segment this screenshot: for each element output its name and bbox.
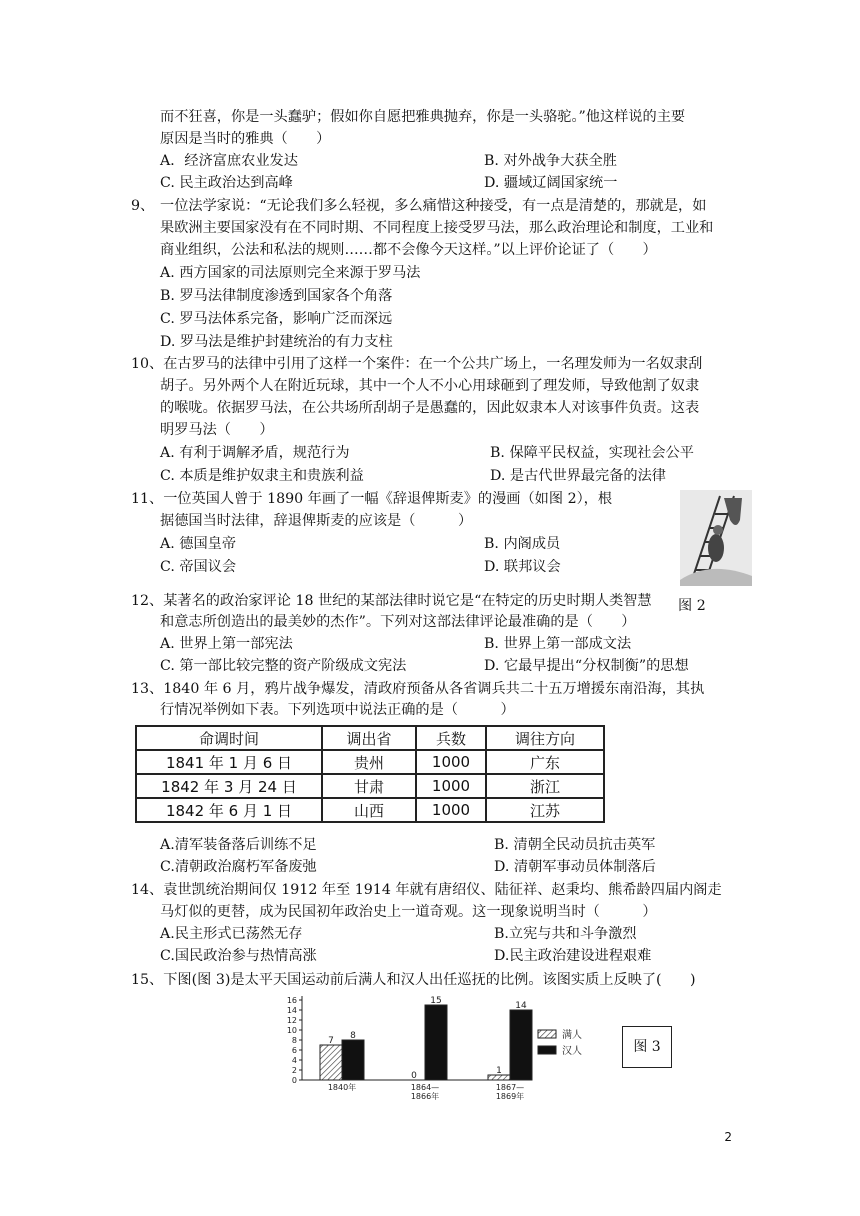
figure-3-caption: 图 3 xyxy=(622,1026,672,1068)
q14-option-b: B.立宪与共和斗争激烈 xyxy=(494,926,637,942)
bar-data-label: 8 xyxy=(350,1031,356,1041)
q11-stem-line: 11、一位英国人曾于 1890 年画了一幅《辞退俾斯麦》的漫画（如图 2），根 xyxy=(131,491,613,507)
table-cell: 1000 xyxy=(416,750,486,774)
q9-stem-line: 商业组织，公法和私法的规则……都不会像今天这样。”以上评价论证了（ ） xyxy=(160,242,657,258)
q10-stem-line: 胡子。另外两个人在附近玩球，其中一个人不小心用球砸到了理发师，导致他割了奴隶 xyxy=(160,378,700,394)
legend-label: 满人 xyxy=(562,1030,582,1041)
table-cell: 江苏 xyxy=(486,798,604,822)
q9-stem-line: 果欧洲主要国家没有在不同时期、不同程度上接受罗马法，那么政治理论和制度，工业和 xyxy=(160,220,714,236)
q15-stem-line: 15、下图(图 3)是太平天国运动前后满人和汉人出任巡抚的比例。该图实质上反映了( ) xyxy=(131,972,696,988)
y-tick-label: 6 xyxy=(291,1046,297,1055)
q8-stem-line: 而不狂喜，你是一头蠢驴；假如你自愿把雅典抛弃，你是一头骆驼。”他这样说的主要 xyxy=(160,109,686,125)
y-tick-label: 10 xyxy=(286,1026,297,1035)
figure-2-caption: 图 2 xyxy=(678,598,706,614)
bar-man xyxy=(320,1045,342,1080)
legend-swatch xyxy=(538,1046,556,1054)
q9-stem-line: 一位法学家说：“无论我们多么轻视，多么痛惜这种接受，有一点是清楚的，那就是，如 xyxy=(160,198,707,214)
table-row xyxy=(136,750,604,774)
q13-option-b: B. 清朝全民动员抗击英军 xyxy=(494,837,656,853)
bar-han xyxy=(342,1040,364,1080)
bar-data-label: 7 xyxy=(328,1036,334,1046)
bar-data-label: 1 xyxy=(496,1066,502,1076)
table-header-row xyxy=(136,726,604,750)
q8-stem-line: 原因是当时的雅典（ ） xyxy=(160,131,331,147)
y-tick-label: 12 xyxy=(286,1016,297,1025)
q13-option-c: C.清朝政治腐朽军备废弛 xyxy=(160,859,317,875)
q10-option-a: A. 有利于调解矛盾，规范行为 xyxy=(160,445,350,461)
table-header-cell: 命调时间 xyxy=(136,726,322,750)
q12-stem-line: 和意志所创造出的最美妙的杰作”。下列对这部法律评论最准确的是（ ） xyxy=(160,614,636,630)
q8-option-d: D. 疆域辽阔国家统一 xyxy=(484,175,618,191)
q13-stem-line: 行情况举例如下表。下列选项中说法正确的是（ ） xyxy=(160,702,515,718)
q13-table xyxy=(135,725,605,823)
bar-han xyxy=(425,1005,447,1080)
q8-option-b: B. 对外战争大获全胜 xyxy=(484,153,617,169)
q14-option-d: D.民主政治建设进程艰难 xyxy=(494,948,652,964)
x-tick-label: 1864— xyxy=(410,1083,440,1092)
bismarck-cartoon-figure xyxy=(680,490,752,586)
table-cell: 1841 年 1 月 6 日 xyxy=(136,750,322,774)
table-cell: 浙江 xyxy=(486,774,604,798)
q10-option-d: D. 是古代世界最完备的法律 xyxy=(490,468,666,484)
y-tick-label: 16 xyxy=(286,996,297,1005)
q14-option-c: C.国民政治参与热情高涨 xyxy=(160,948,317,964)
table-cell: 1000 xyxy=(416,774,486,798)
q10-option-b: B. 保障平民权益，实现社会公平 xyxy=(490,445,694,461)
q10-stem-line: 10、在古罗马的法律中引用了这样一个案件：在一个公共广场上，一名理发师为一名奴隶刮 xyxy=(131,356,703,372)
q12-option-c: C. 第一部比较完整的资产阶级成文宪法 xyxy=(160,658,407,674)
q14-stem-line: 马灯似的更替，成为民国初年政治史上一道奇观。这一现象说明当时（ ） xyxy=(160,904,657,920)
y-tick-label: 4 xyxy=(291,1056,297,1065)
q14-stem-line: 14、袁世凯统治期间仅 1912 年至 1914 年就有唐绍仪、陆征祥、赵秉均、熊希龄四届内阁走 xyxy=(131,882,722,898)
q14-option-a: A.民主形式已荡然无存 xyxy=(160,926,303,942)
bar-han xyxy=(510,1010,532,1080)
q12-option-d: D. 它最早提出“分权制衡”的思想 xyxy=(484,658,689,674)
q11-option-a: A. 德国皇帝 xyxy=(160,536,237,552)
q13-option-a: A.清军装备落后训练不足 xyxy=(160,837,317,853)
q9-number: 9、 xyxy=(131,198,155,214)
x-tick-label: 1867— xyxy=(495,1083,525,1092)
bar-data-label: 15 xyxy=(430,996,442,1006)
x-tick-label: 1869年 xyxy=(495,1092,525,1101)
table-cell: 1842 年 6 月 1 日 xyxy=(136,798,322,822)
x-tick-label: 1840年 xyxy=(327,1083,357,1092)
table-header-cell: 兵数 xyxy=(416,726,486,750)
q11-stem-line: 据德国当时法律，辞退俾斯麦的应该是（ ） xyxy=(160,513,473,529)
q12-stem-line: 12、某著名的政治家评论 18 世纪的某部法律时说它是“在特定的历史时期人类智慧 xyxy=(131,593,652,609)
q13-option-d: D. 清朝军事动员体制落后 xyxy=(494,859,656,875)
legend-swatch xyxy=(538,1030,556,1038)
table-cell: 山西 xyxy=(322,798,416,822)
table-cell: 1000 xyxy=(416,798,486,822)
y-tick-label: 2 xyxy=(291,1066,297,1075)
q13-stem-line: 13、1840 年 6 月，鸦片战争爆发，清政府预备从各省调兵共二十五万增援东南沿海，其执 xyxy=(131,681,705,697)
figure-3-bar-chart xyxy=(270,990,620,1102)
x-tick-label: 1866年 xyxy=(410,1092,440,1101)
q9-option-a: A. 西方国家的司法原则完全来源于罗马法 xyxy=(160,265,421,281)
q10-option-c: C. 本质是维护奴隶主和贵族利益 xyxy=(160,468,364,484)
y-tick-label: 8 xyxy=(291,1036,297,1045)
table-cell: 广东 xyxy=(486,750,604,774)
table-cell: 1842 年 3 月 24 日 xyxy=(136,774,322,798)
q10-stem-line: 的喉咙。依据罗马法，在公共场所刮胡子是愚蠢的，因此奴隶本人对该事件负责。这表 xyxy=(160,400,700,416)
table-header-cell: 调往方向 xyxy=(486,726,604,750)
q8-option-c: C. 民主政治达到高峰 xyxy=(160,175,293,191)
q12-option-b: B. 世界上第一部成文法 xyxy=(484,636,632,652)
table-row xyxy=(136,774,604,798)
bar-data-label: 14 xyxy=(515,1001,527,1011)
table-header-cell: 调出省 xyxy=(322,726,416,750)
q10-stem-line: 明罗马法（ ） xyxy=(160,422,274,438)
q11-option-c: C. 帝国议会 xyxy=(160,559,237,575)
q9-option-d: D. 罗马法是维护封建统治的有力支柱 xyxy=(160,334,393,350)
table-row xyxy=(136,798,604,822)
q8-option-a: A．经济富庶农业发达 xyxy=(160,153,298,169)
q11-option-b: B. 内阁成员 xyxy=(484,536,561,552)
y-tick-label: 0 xyxy=(291,1076,297,1085)
table-cell: 甘肃 xyxy=(322,774,416,798)
q12-option-a: A. 世界上第一部宪法 xyxy=(160,636,293,652)
table-cell: 贵州 xyxy=(322,750,416,774)
q9-option-c: C. 罗马法体系完备，影响广泛而深远 xyxy=(160,311,393,327)
bar-data-label: 0 xyxy=(411,1071,417,1081)
q9-option-b: B. 罗马法律制度渗透到国家各个角落 xyxy=(160,288,393,304)
q11-option-d: D. 联邦议会 xyxy=(484,559,561,575)
page-number: 2 xyxy=(724,1130,732,1144)
legend-label: 汉人 xyxy=(562,1046,582,1057)
y-tick-label: 14 xyxy=(286,1006,297,1015)
